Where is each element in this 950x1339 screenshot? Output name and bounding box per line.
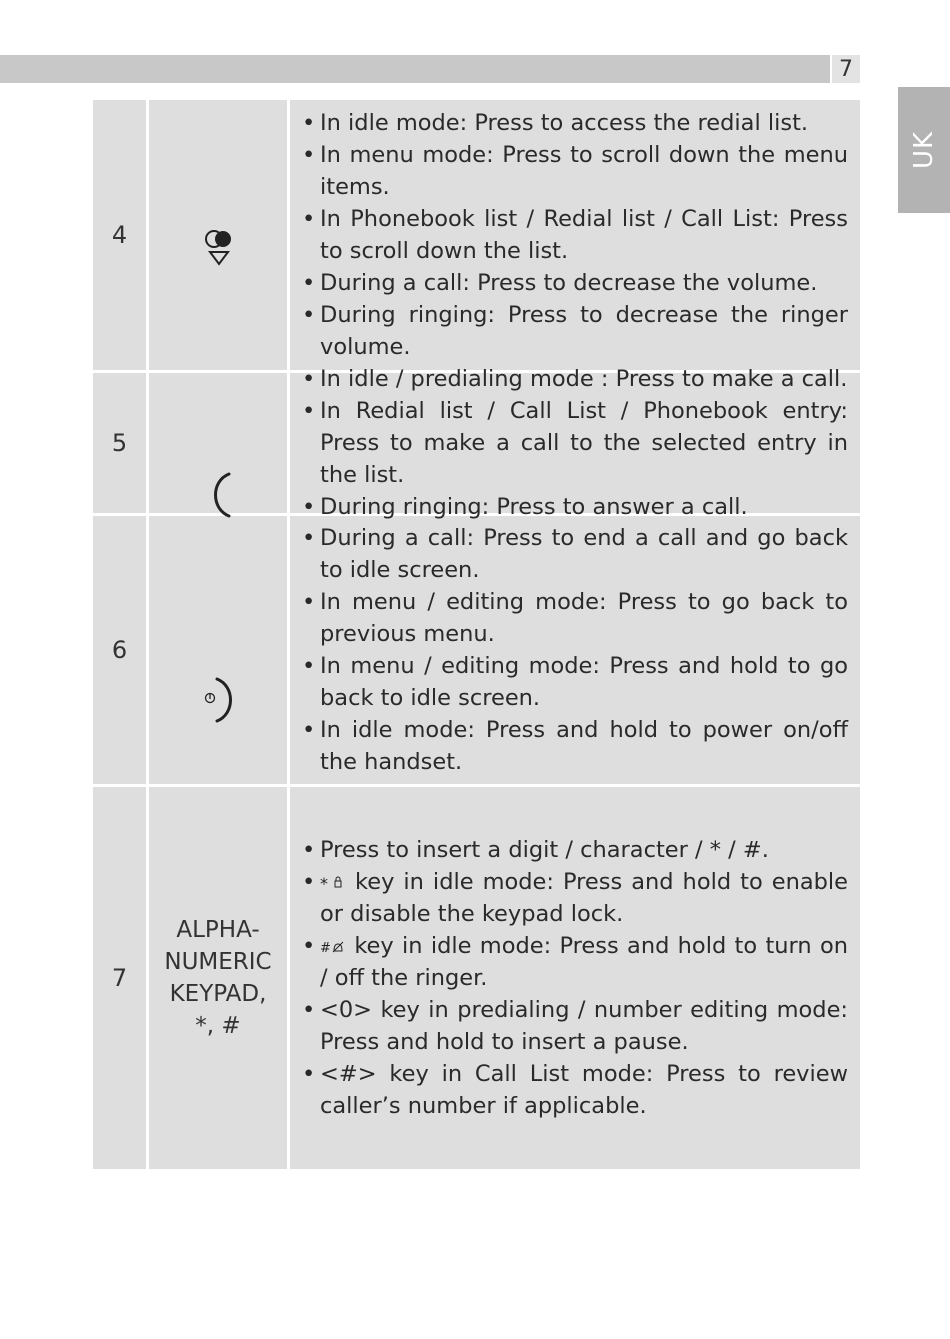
table-row-6: [93, 516, 860, 787]
table-row-7: [93, 787, 860, 1172]
svg-text:#: • #: [320, 940, 331, 955]
table-row-5: [93, 366, 860, 520]
keypad-label: ALPHA- NUMERIC KEYPAD, *, #: [164, 917, 272, 1039]
list-item: • In menu / editing mode: Press to go back to previous menu.: [300, 586, 848, 650]
row-number: 7: [93, 787, 149, 1169]
list-item: • During a call: Press to end a call and go back to idle screen.: [300, 522, 848, 586]
list-item: • In Phonebook list / Redial list / Call List: Press to scroll down the list.: [300, 203, 848, 267]
talk-key-icon: [207, 471, 233, 519]
row-number: 4: [93, 100, 149, 370]
function-list: [300, 522, 848, 778]
star-lock-key-icon: [320, 875, 344, 891]
row-number: 6: [93, 516, 149, 784]
language-tab: [898, 87, 950, 213]
end-power-key-icon: [203, 676, 237, 724]
list-item: • Press to insert a digit / character / * / #.: [300, 834, 848, 866]
header-bar: [0, 55, 830, 83]
list-item: • # key in idle mode: Press and hold to turn on / off the ringer.: [300, 930, 848, 994]
list-item: • <0> key in predialing / number editing mode: Press and hold to insert a pause.: [300, 994, 848, 1058]
page-number: 7: [832, 55, 860, 83]
list-item: • In idle / predialing mode : Press to make a call.: [300, 363, 848, 395]
list-item: • During ringing: Press to answer a call.: [300, 491, 848, 523]
list-item: • In menu mode: Press to scroll down the menu items.: [300, 139, 848, 203]
function-list: [300, 834, 848, 1122]
list-item: • <#> key in Call List mode: Press to review caller’s number if applicable.: [300, 1058, 848, 1122]
row-number: 5: [93, 373, 149, 513]
list-item: • In idle mode: Press to access the redial list.: [300, 107, 848, 139]
language-tab-label: UK: [909, 130, 939, 170]
table-row-4: [93, 100, 860, 373]
list-item: • * key in idle mode: Press and hold to enable or disable the keypad lock.: [300, 866, 848, 930]
list-item: • In idle mode: Press and hold to power on/off the handset.: [300, 714, 848, 778]
function-list: [300, 107, 848, 363]
list-item: • During a call: Press to decrease the volume.: [300, 267, 848, 299]
list-item: • In menu / editing mode: Press and hold to go back to idle screen.: [300, 650, 848, 714]
list-item: • In Redial list / Call List / Phonebook entry: Press to make a call to the selected entry in the list.: [300, 395, 848, 491]
svg-text:*: • *: [320, 874, 328, 891]
hash-ringer-off-key-icon: [320, 939, 344, 955]
key-function-table: [93, 100, 860, 1172]
list-item: • During ringing: Press to decrease the ringer volume.: [300, 299, 848, 363]
function-list: [300, 363, 848, 523]
scroll-down-volume-key-icon: [201, 228, 237, 270]
